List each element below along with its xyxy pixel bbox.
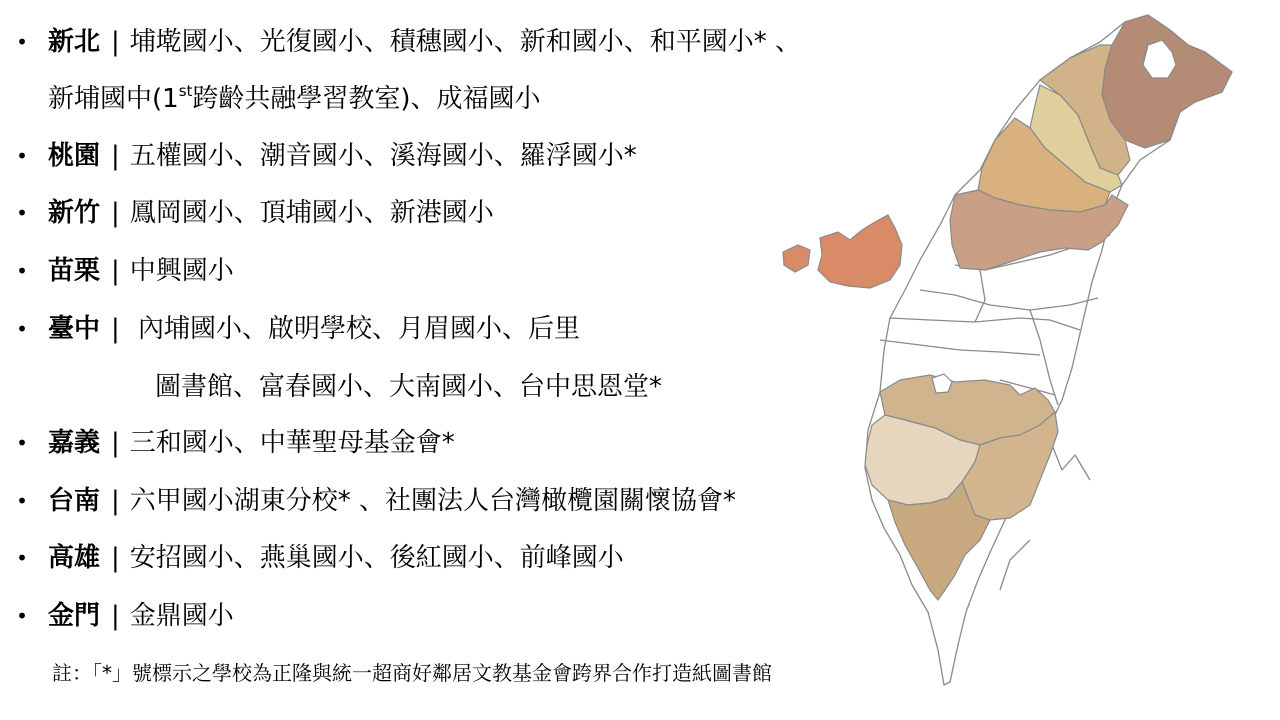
bullet: •	[16, 317, 28, 341]
list-item-taichung-continuation: 圖書館、富春國小、大南國小、台中思恩堂*	[155, 372, 663, 402]
county-boundary-4	[880, 340, 1040, 355]
separator: |	[111, 198, 120, 228]
separator: |	[111, 256, 120, 286]
list-item-new-taipei-continuation	[48, 79, 541, 119]
separator: |	[111, 428, 120, 458]
school-list: 鳳岡國小、頂埔國小、新港國小	[129, 198, 494, 228]
school-list: 中興國小	[129, 256, 234, 286]
school-list: 內埔國小、啟明學校、月眉國小、后里	[129, 314, 581, 344]
continuation-text: 跨齡共融學習教室)、成福國小	[192, 84, 541, 114]
school-list: 埔墘國小、光復國小、積穗國小、新和國小、和平國小* 、	[129, 27, 802, 57]
bullet: •	[16, 144, 28, 168]
region-new-taipei	[1102, 15, 1232, 148]
region-label: 金門	[48, 601, 101, 631]
taiwan-map	[770, 8, 1240, 688]
region-kinmen	[818, 215, 902, 288]
bullet: •	[16, 201, 28, 225]
county-boundary-8	[1000, 540, 1030, 590]
region-label: 台南	[48, 486, 101, 516]
region-label: 高雄	[48, 543, 101, 573]
separator: |	[111, 314, 120, 344]
bullet: •	[16, 259, 28, 283]
school-list: 五權國小、潮音國小、溪海國小、羅浮國小*	[129, 141, 637, 171]
separator: |	[111, 141, 120, 171]
school-list: 安招國小、燕巢國小、後紅國小、前峰國小	[129, 543, 624, 573]
county-boundary-3	[890, 318, 1080, 330]
superscript: st	[178, 82, 193, 100]
region-label: 新北	[48, 27, 101, 57]
separator: |	[111, 486, 120, 516]
region-label: 苗栗	[48, 256, 101, 286]
separator: |	[111, 601, 120, 631]
separator: |	[111, 543, 120, 573]
footnote: 註：「*」號標示之學校為正隆與統一超商好鄰居文教基金會跨界合作打造紙圖書館	[52, 661, 772, 685]
bullet: •	[16, 431, 28, 455]
region-label: 桃園	[48, 141, 101, 171]
region-chiayi-city	[932, 374, 952, 393]
bullet: •	[16, 546, 28, 570]
county-boundary-2	[920, 290, 1098, 310]
region-label: 新竹	[48, 198, 101, 228]
bullet: •	[16, 604, 28, 628]
county-boundary-6	[975, 270, 985, 322]
bullet: •	[16, 489, 28, 513]
region-little-kinmen	[783, 245, 810, 272]
school-list: 金鼎國小	[129, 601, 234, 631]
region-label: 嘉義	[48, 428, 101, 458]
continuation-text: 新埔國中(1	[48, 84, 179, 114]
county-boundary-7	[1050, 440, 1090, 480]
separator: |	[111, 27, 120, 57]
region-label: 臺中	[48, 314, 101, 344]
school-list: 六甲國小湖東分校* 、社團法人台灣橄欖園關懷協會*	[129, 486, 737, 516]
school-list: 三和國小、中華聖母基金會*	[129, 428, 455, 458]
bullet: •	[16, 30, 28, 54]
